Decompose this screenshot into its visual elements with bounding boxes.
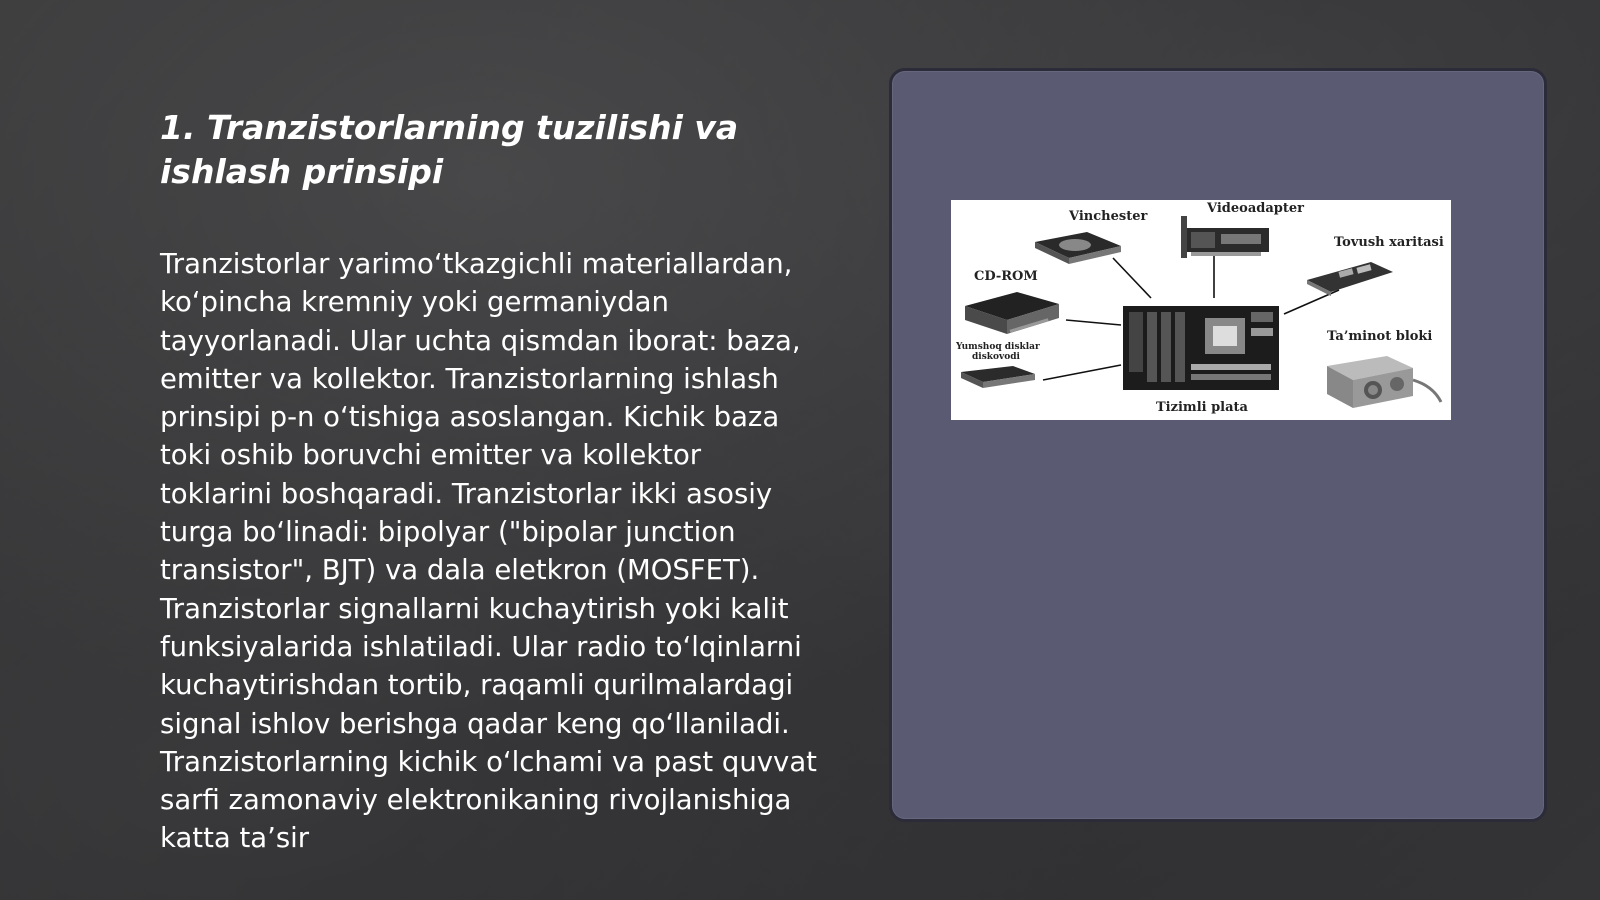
computer-components-diagram [951,200,1451,420]
label-videoadapter: Videoadapter [1207,201,1304,216]
sound-card-image [1307,262,1393,296]
diagram-svg [951,200,1451,420]
floppy-drive-image [961,366,1035,388]
power-supply-image [1327,356,1441,408]
slide-body-text: Tranzistorlar yarimo‘tkazgichli materiallardan, ko‘pincha kremniy yoki germaniydan tayyorlanadi. Ular uchta qismdan iborat: baza, emitter va kollektor. Tranzistorlarning ishlash prinsipi p-n o‘tishiga asoslangan. Kichik baza toki oshib boruvchi emitter va kollektor toklarini boshqaradi. Tranzistorlar ikki asosiy turga bo‘linadi: bipolyar ("bipolar junction transistor", BJT) va dala eletkron (MOSFET). Tranzistorlar signallarni kuchaytirish yoki kalit funksiyalarida ishlatiladi. Ular radio to‘lqinlarni kuchaytirishdan tortib, raqamli qurilmalardagi signal ishlov berishga qadar keng qo‘llaniladi. Tranzistorlarning kichik o‘lchami va past quvvat sarfi zamonaviy elektronikaning rivojlanishiga katta ta’sir [160,248,817,855]
label-cd-rom: CD-ROM [974,269,1038,284]
video-card-image [1181,216,1269,258]
label-power-supply: Ta’minot bloki [1327,329,1433,344]
cd-rom-image [965,292,1059,334]
label-system-board: Tizimli plata [1156,400,1248,415]
motherboard-image [1123,306,1279,390]
label-floppy-line2: diskovodi [972,352,1020,362]
label-sound-card: Tovush xaritasi [1334,235,1444,250]
label-vinchester: Vinchester [1069,209,1148,224]
label-floppy-line1: Yumshoq disklar [956,342,1040,352]
slide-title: 1. Tranzistorlarning tuzilishi va ishlash prinsipi [160,108,739,191]
image-panel [889,68,1547,822]
hard-drive-image [1035,232,1121,264]
